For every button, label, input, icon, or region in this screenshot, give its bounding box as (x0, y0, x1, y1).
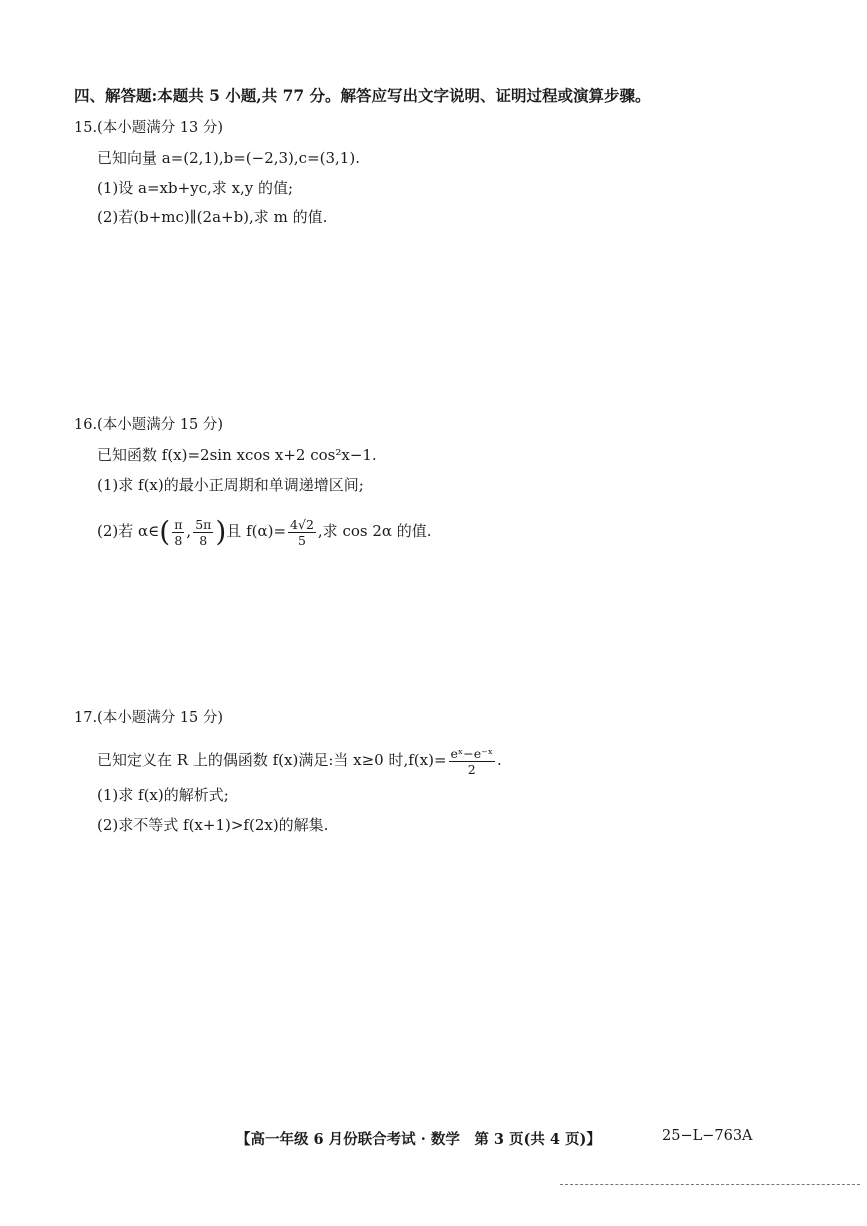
exp-numerator: eˣ−e⁻ˣ (450, 745, 493, 761)
q16-given: 已知函数 f(x)=2sin xcos x+2 cos²x−1. (97, 446, 377, 464)
q16-part1: (1)求 f(x)的最小正周期和单调递增区间; (97, 476, 364, 494)
q16-part2-suffix: ,求 cos 2α 的值. (317, 522, 432, 540)
value-numerator: 4√2 (290, 516, 314, 532)
scan-edge-divider (560, 1184, 860, 1185)
interval-left-fraction (172, 517, 184, 548)
q16-header: 16.(本小题满分 15 分) (74, 417, 224, 433)
q15-header: 15.(本小题满分 13 分) (74, 120, 224, 136)
value-fraction (288, 517, 316, 548)
q15-part1: (1)设 a=xb+yc,求 x,y 的值; (97, 179, 294, 197)
q17-given-suffix: . (497, 751, 502, 769)
q16-part2 (97, 514, 432, 548)
interval-comma: , (186, 522, 192, 540)
interval-left-numerator: π (174, 516, 183, 532)
exp-denominator: 2 (467, 761, 476, 777)
value-denominator: 5 (297, 532, 306, 548)
interval-left-denominator: 8 (174, 532, 183, 548)
q15-given: 已知向量 a=(2,1),b=(−2,3),c=(3,1). (97, 149, 360, 167)
q17-part2: (2)求不等式 f(x+1)>f(2x)的解集. (97, 816, 329, 834)
section-heading: 四、解答题:本题共 5 小题,共 77 分。解答应写出文字说明、证明过程或演算步骤。 (74, 86, 651, 105)
q17-given-prefix: 已知定义在 R 上的偶函数 f(x)满足:当 x≥0 时,f(x)= (97, 751, 447, 769)
q15-part2: (2)若(b+mc)∥(2a+b),求 m 的值. (97, 208, 328, 226)
interval-right-fraction (193, 517, 213, 548)
left-paren: ( (159, 515, 171, 548)
exam-code: 25−L−763A (662, 1128, 753, 1144)
exp-fraction (449, 746, 495, 777)
q17-header: 17.(本小题满分 15 分) (74, 710, 224, 726)
page-footer: 【高一年级 6 月份联合考试 · 数学 第 3 页(共 4 页)】 (236, 1131, 601, 1148)
interval-right-denominator: 8 (199, 532, 208, 548)
q17-part1: (1)求 f(x)的解析式; (97, 786, 229, 804)
q16-part2-mid: 且 f(α)= (226, 522, 287, 540)
q16-part2-prefix: (2)若 α∈ (97, 522, 160, 540)
q17-given (97, 743, 502, 777)
interval-right-numerator: 5π (195, 516, 212, 532)
right-paren: ) (215, 515, 227, 548)
